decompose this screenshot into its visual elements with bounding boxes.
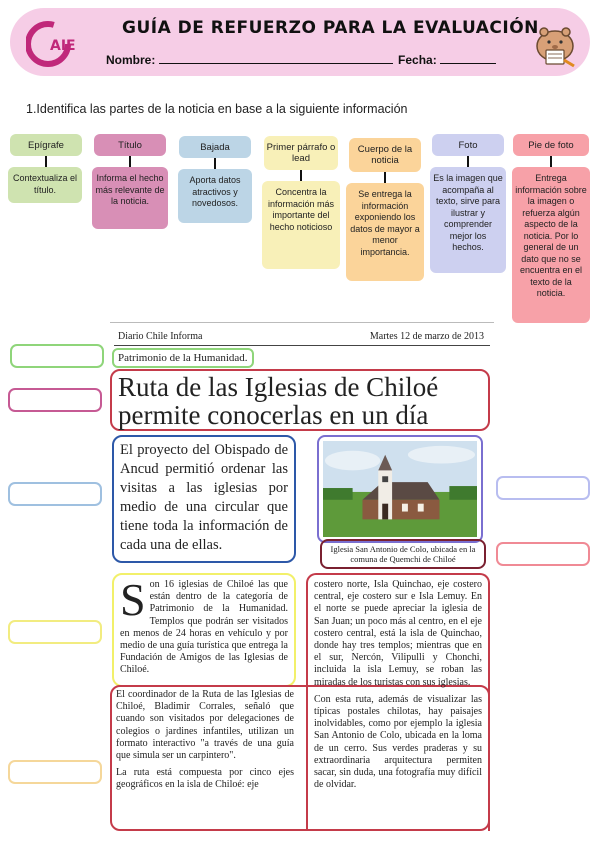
date-field[interactable]: [440, 52, 496, 64]
name-date-row: [106, 52, 496, 67]
card-title-lead: Primer párrafo o lead: [264, 136, 338, 170]
card-title-foto: Foto: [432, 134, 504, 156]
article-lead: El proyecto del Obispado de Ancud permitió ordenar las visitas a las iglesias por medio de una circular que tiene toda la información de cada una de ellas.: [112, 435, 296, 563]
page-title: GUÍA DE REFUERZO PARA LA EVALUACIÓN: [122, 18, 539, 38]
card-connector: [467, 156, 469, 167]
card-body-foto: Es la imagen que acompaña al texto, sirve para ilustrar y comprender mejor los hechos.: [430, 167, 506, 273]
card-body-cuerpo: Se entrega la información exponiendo los datos de mayor a menor importancia.: [346, 183, 424, 281]
card-connector: [214, 158, 216, 169]
article-headline: Ruta de las Iglesias de Chiloé permite conocerlas en un día: [110, 369, 490, 431]
answer-box-epigrafe[interactable]: [10, 344, 104, 368]
card-body-pie-de-foto: Entrega información sobre la imagen o refuerza algún aspecto de la noticia. Por lo general de un dato que no se encuentra en el texto de la noticia.: [512, 167, 590, 323]
date-label: Fecha:: [398, 53, 437, 67]
svg-text:AIE: AIE: [50, 38, 76, 54]
body-paragraph: Con esta ruta, además de visualizar las típicas postales chilotas, hay paisajes inolvidables, como por ejemplo la iglesia San Antonio de Colo, ubicada en la loma de un cerro. Sus verdes praderas y su extraordinaria arquitectura permiten sacar, sin duda, una fotografía muy difícil de olvidar.: [314, 693, 482, 791]
card-connector: [384, 172, 386, 183]
instruction-text: 1.Identifica las partes de la noticia en base a la siguiente información: [26, 102, 408, 116]
card-connector: [300, 170, 302, 181]
card-title-cuerpo: Cuerpo de la noticia: [349, 138, 421, 172]
aie-logo: [26, 20, 78, 68]
card-body-titulo: Informa el hecho más relevante de la noticia.: [92, 167, 168, 229]
newspaper-date: Martes 12 de marzo de 2013: [369, 331, 484, 342]
photo-caption: Iglesia San Antonio de Colo, ubicada en la comuna de Quemchi de Chiloé: [320, 539, 486, 569]
card-title-pie-de-foto: Pie de foto: [513, 134, 589, 156]
card-title-epigrafe: Epígrafe: [10, 134, 82, 156]
divider: [114, 345, 490, 346]
card-body-lead: Concentra la información más importante del hecho noticioso: [262, 181, 340, 269]
newspaper-name: Diario Chile Informa: [118, 331, 203, 342]
answer-box-bajada[interactable]: [8, 482, 102, 506]
name-label: Nombre:: [106, 53, 156, 67]
answer-box-titulo[interactable]: [8, 388, 102, 412]
newspaper-clipping: [110, 322, 494, 832]
capybara-icon: [532, 18, 578, 70]
article-epigraph: Patrimonio de la Humanidad.: [112, 348, 254, 368]
card-title-bajada: Bajada: [179, 136, 251, 158]
article-photo: [317, 435, 483, 543]
answer-box-foto[interactable]: [496, 476, 590, 500]
article-body-column-1: [116, 689, 294, 797]
first-paragraph-text: on 16 iglesias de Chiloé las que están dentro de la categoría de Patrimonio de la Humanidad. Templos que podrán ser visitados en menos de 24 horas en vehículo y por medio de una guía turística que entrega la Fundación de Amigos de las Iglesias de Chiloé.: [120, 579, 288, 676]
card-title-titulo: Título: [94, 134, 166, 156]
card-connector: [129, 156, 131, 167]
card-body-epigrafe: Contextualiza el título.: [8, 167, 82, 203]
card-connector: [45, 156, 47, 167]
body-paragraph: El coordinador de la Ruta de las Iglesias de Chiloé, Bladimir Corrales, señaló que cuando son visitados por delegaciones de colegios o jardines infantiles, utilizan un formato interactivo "a través de una guía que simula ser un carpintero".: [116, 689, 294, 762]
answer-box-lead[interactable]: [8, 620, 102, 644]
drop-cap: S: [120, 574, 146, 625]
article-body-column-2: [306, 573, 490, 831]
article-first-paragraph: [112, 573, 296, 687]
answer-box-pie-de-foto[interactable]: [496, 542, 590, 566]
header-banner: [10, 8, 590, 76]
answer-box-cuerpo[interactable]: [8, 760, 102, 784]
church-photo: [323, 441, 477, 537]
name-field[interactable]: [159, 52, 393, 64]
card-body-bajada: Aporta datos atractivos y novedosos.: [178, 169, 252, 223]
card-connector: [550, 156, 552, 167]
body-paragraph: La ruta está compuesta por cinco ejes geográficos en la isla de Chiloé: eje: [116, 767, 294, 791]
body-paragraph: costero norte, Isla Quinchao, eje costero central, eje costero sur e Isla Lemuy. En el norte se puede apreciar la iglesia de San Juan; un poco más al centro, en el eje costero central, está la isla de Quinchao, donde hay tres templos; mientras que en el sur, Nercón, Vilipulli y Chonchi, incluida la isla Lemuy, se roban las miradas de los turistas con sus iglesias.: [314, 579, 482, 688]
